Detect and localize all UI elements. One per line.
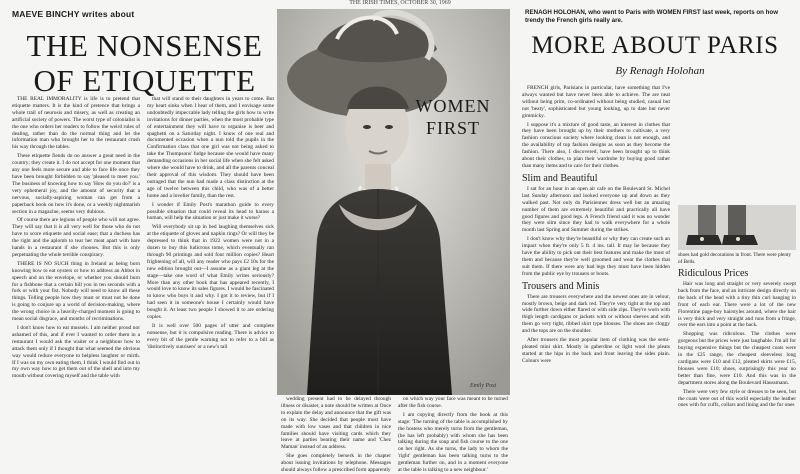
headline-line-1: THE NONSENSE <box>26 28 263 63</box>
section-logo <box>403 95 503 139</box>
paragraph: Shopping was ridiculous. The clothes were gorgeous but the prices were just laughable. I'm all for buying expensive things but the cheapest coats were in the £25 range, the cheapest sleeveless long cardigans were £10 and £12, pleated skirts were £15, blouses were £10; shoes, surprisingly this year no better than fine, were £10. And this was in the department stores along the Boulevard Haussmann. <box>678 331 796 386</box>
photo-caption: Emily Post <box>470 383 497 389</box>
article-byline-right: By Renagh Holohan <box>615 65 705 77</box>
paragraph: THERE IS NO SUCH thing in Ireland as being born knowing how to eat oysters or how to address an Abbot in speech and on the envelope, or whether you should burn for a fishbone that a certain bill you in ten seconds with a fork or with your fist. Nobody will need to know all these things. Telling people how they must or must not be done is going to conjure up a world of decision-making, where the wrong choice in a heavily-charged moment is going to mean social disgrace, and months of recriminations. <box>12 260 140 323</box>
paragraph: THE REAL IMMORALITY is life is to pretend that etiquette matters. It is the kind of pretence that brings a whole trail of neurosis and misery, as well as creating an artificial society of powers. The worst type of colonialist is the one who orders her readers to follow the weird rules of dealing, rather than do the normal thing and let the information man who brought her to the restaurant crush his way through the tables. <box>12 96 140 151</box>
subheading: Ridiculous Prices <box>678 268 749 279</box>
paragraph: Of course there are legions of people who will not agree. They will say that it is all very well for those who do not have to score etiquette and social ease; that a duchess has the right and the aplomb to tear her meat apart with bare hands in a restaurant if she chooses. But this is only perpetuating the whole terrible conspiracy. <box>12 217 140 258</box>
paragraph: wedding present had to be delayed through illness or disaster, a note should be written at Once to explain the delay and announce that the gift was on its way. She decided that people must have made with low vases and that children in nice families should have visiting cards which they leave at parties bearing their name and 'Chez Maman' instead of an address. <box>281 396 391 451</box>
article-column-1 <box>12 96 140 449</box>
article-headline-right: MORE ABOUT PARIS <box>531 32 779 59</box>
paragraph: on which way your face was meant to be turned after the fish course. <box>398 396 508 409</box>
article-right-column-1 <box>522 85 670 449</box>
paragraph: I suppose it's a mixture of good taste, an interest in clothes that they have been brought up by their mothers to cultivate, a very fashion conscious society where looking clean is not enough, and the availability of top fashion designs as soon as they become the fashion. There also, I discovered, have been brought up to think about their clothes, to plan their wardrobe by buying good rather than many items and to care for their clothes. <box>522 121 670 169</box>
paragraph: I am copying directly from the book at this stage: 'The turning of the table is accomplished by the hostess who merely turns from the gentleman, (he has left probably) with whom she has been talking during the soup and fish course to the one on her right. As she turns, the lady to whom the 'right' gentleman has been talking turns to the gentleman further on, and in a moment everyone at the table is talking to a new neighbour.' <box>398 411 508 474</box>
running-header: THE IRISH TIMES, OCTOBER 30, 1969 <box>349 0 451 6</box>
shoes-illustration <box>678 205 796 250</box>
paragraph: After trousers the most popular item of clothing was the semi-pleated mini skirt. Mostly in gaberdine or light wool the pleats started at the hips in the back and front leaving the sides plain. Colours were <box>522 337 670 364</box>
headline-line-2: OF ETIQUETTE <box>33 63 256 98</box>
paragraph: It is well over 500 pages of utter and complete nonsense, but it is compulsive reading. There is advice to every bit of the gentle warning not to refer to a bill as 'distinctively sunrisers' or a new's tall <box>147 323 274 350</box>
paragraph: I sat for an hour in an open air cafe on the Boulevard St. Michel last Sunday afternoon and looked everyone up and down as they walked past. Not only do Parisiennes dress well but an amazing number of them are extremely beautiful and practically all have good figures and good legs. A French friend said it was no wonder they were slim since they had to walk everywhere for a whole month last Spring and Summer during the strikes. <box>522 185 670 234</box>
paragraph: I don't know why they're beautiful or why they can create such an impact when they're only 5 ft. 4 ins. tall. It may be because they have the ability to pick out their best features and make the most of them and because they're well groomed and wear the clothes that suit them. If there were any bad legs they must have been hidden from the public eye by trousers or boots. <box>522 236 670 277</box>
portrait-photo <box>277 9 510 395</box>
fashion-photo <box>678 205 796 250</box>
paragraph: I wonder if Emily Post's marathon guide to every possible situation that could reveal its head to harass a human, will help the situation or just make it worse? <box>147 201 274 222</box>
paragraph: that will stand to their daughters in years to come. But my heart sinks when I hear of them, and I envisage some undoubtedly impeccable lady telling the girls how to write invitations for dinner parties, when the most probable type of entertainment they will have to organise is beer and spaghetti on a Saturday night. I know of one real and documented occasion when a nun told the pupils in the Confirmation class that one girl was not being asked to take the Thompsons' fudge because she would have many demanding occasions in her social life when she felt asked where she would have to drink, and all the parents conceal their approval of this wisdom. They should have been outraged that the nun had made a class distinction at the age of twelve between this child, who was of a better home and a lovelier family, than the rest. <box>147 96 274 199</box>
paragraph: She goes completely berserk in the chapter about issuing invitations by telephone. Messages should always follow a prescribed form apparently <box>281 453 391 474</box>
subheading: Trousers and Minis <box>522 280 600 292</box>
paragraph: These etiquette fiends do no answer a great need in the country; they create it. I do not accept for one moment that any one feels more secure and able to face life once they have been brought forbidden to say 'pleased to meet you.' The business of knowing how to say 'How do you do?' is a very ephemeral joy, and the amount of security that a nervous, socially-aspiring woman can get from a paperback book on how it's done, or a weekly nightmarish section in a magazine, seems very dubious. <box>12 153 140 215</box>
paragraph: I don't know how to eat mussels. I am neither proud nor ashamed of this, and if ever I wanted to order them in a restaurant I would ask the waiter or a neighbour how to attack them only if I thought that what seemed the obvious way would reduce everyone to helpless laughter or mirth. If I was on my own eating them, I think I would find out in my own way how to get them out of the shell and into my mouth without covering myself and the table with <box>12 325 140 380</box>
fashion-photo-caption: shoes had gold decorations in front. There were plenty of Bells. <box>678 252 791 265</box>
article-byline: MAEVE BINCHY writes about <box>12 9 135 19</box>
article-column-3 <box>281 396 391 474</box>
article-headline <box>12 28 277 98</box>
portrait-illustration <box>277 9 510 395</box>
article-standfirst: RENAGH HOLOHAN, who went to Paris with WOMEN FIRST last week, reports on how trendy the French girls really are. <box>525 9 779 24</box>
article-column-2 <box>147 96 274 449</box>
paragraph: FRENCH girls, Parisians in particular, have something that I've always wanted but have never been able to achieve. The are neat without being prim, co-ordinated without being studied, casual but not 'beaty', sophisticated but young looking, up to date but never gimmicky. <box>522 85 670 119</box>
article-right-column-2 <box>678 268 796 449</box>
paragraph: Hair was long and straight or very severely swept back from the face, and an intricate design directly on the back of the head with a tiny thin curl hanging in front of each ear. There were a lot of the new Florentine page-boy hairstyles around, where the hair is very thick and very straight and runs from a fringe, over the ears into a point at the back. <box>678 281 796 329</box>
paragraph: There are trousers everywhere and the newest ones are in velour, mostly brown, beige and dark red. They're very tight at the top and wide further down either flared or with side zips. They're worn with thigh length cardigans or jackets with or without sleeves and with them go very tight, ribbed shirt type blouses. The shoes are cloggy and the tops are on the shoulder. <box>522 293 670 335</box>
subheading: Slim and Beautiful <box>522 172 598 184</box>
paragraph: Will everybody sit up in bed laughing themselves sick at the etiquette of gloves and napkin rings? Or will they be depressed to think that in 1922 women were not in a dozen to buy this ludicrous tome, which eventually ran through 90 printings and sold four million copies? Heart frightening of all, will any reader who pays £2 10s for the new edition brought out—I assume as a giant leg at the stage—take one word of what Emily writes seriously? More than any other book that has appeared recently, I would love to know its sales figures. I would be fascinated to know who buys it and why. I got it to review, but if I had seen it in someone's house I certainly would have bought it. At least two people I showed it to are ordering copies. <box>147 224 274 321</box>
section-logo-line-1: WOMEN <box>415 96 491 116</box>
article-column-4 <box>398 396 508 474</box>
section-logo-line-2: FIRST <box>425 118 481 138</box>
paragraph: There were very few style or dresses to be seen, but the coats were out of this world especially the leather ones with fur cuffs, collars and lining and the fur ones <box>678 388 796 409</box>
